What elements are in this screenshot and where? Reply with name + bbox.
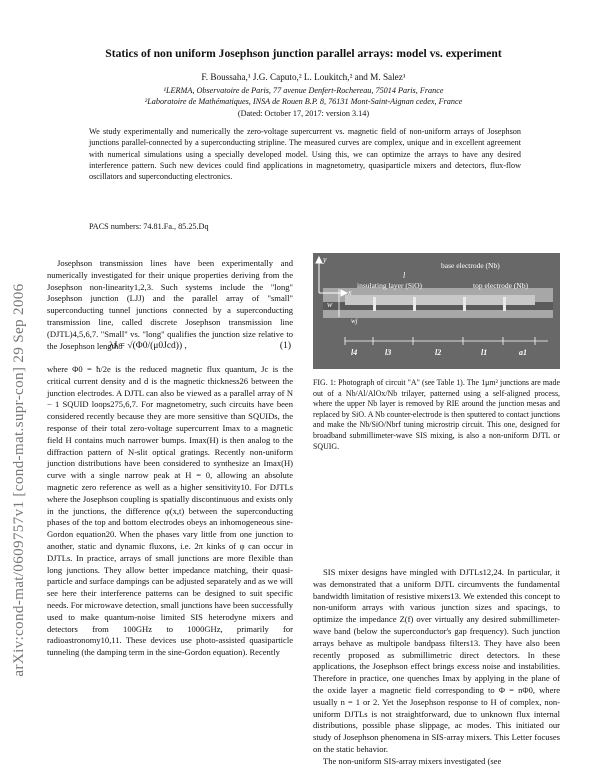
left-column-body [47, 364, 293, 659]
intro-paragraph: Josephson transmission lines have been experimentally and numerically investigated for their unique properties deriving from the Josephson non-linearity1,2,3. Such systems include the "long" Josephson junction (LJJ) and the parallel array of "small" superconducting tunnel junctions connected by a superconducting transmission line, called discrete Josephson transmission line (DJTL)4,5,6,7. "Small" vs. "long" qualifies the junction size relative to the Josephson length8 [47, 258, 293, 351]
label-top-electrode: top electrode (Nb) [473, 281, 528, 290]
paper-title: Statics of non uniform Josephson junction parallel arrays: model vs. experiment [105, 47, 502, 60]
label-l-top: l [403, 271, 406, 280]
equation-body: λJ = √(Φ0/(μ0Jcd)) , [109, 341, 187, 351]
label-l2: l2 [435, 348, 442, 357]
label-insulating-layer: insulating layer (SiO) [357, 281, 422, 290]
right-paragraph-2: The non-uniform SIS-array mixers investigated (see [323, 755, 502, 766]
affiliation-2: ²Laboratoire de Mathématiques, INSA de Rouen B.P. 8, 76131 Mont-Saint-Aignan cedex, France [144, 97, 463, 106]
equation-number: (1) [279, 341, 291, 351]
label-wj: wj [351, 317, 358, 325]
label-a1: a1 [519, 348, 527, 357]
date-line: (Dated: October 17, 2017: version 3.14) [237, 109, 370, 118]
figure-axis-y: y [323, 255, 327, 264]
arxiv-identifier [6, 283, 32, 677]
figure-1-photo [313, 253, 560, 369]
right-column-body [313, 567, 560, 768]
affiliation-1: ¹LERMA, Observatoire de Paris, 77 avenue Denfert-Rochereau, 75014 Paris, France [163, 86, 444, 95]
equation-1 [47, 339, 293, 357]
pacs-numbers: PACS numbers: 74.81.Fa., 85.25.Dq [89, 222, 209, 231]
paper-page [47, 0, 560, 776]
label-l4: l4 [351, 348, 358, 357]
author-list: F. Boussaha,¹ J.G. Caputo,² L. Loukitch,² and M. Salez¹ [201, 72, 406, 82]
right-paragraph-1: SIS mixer designs have mingled with DJTLs12,24. In particular, it was demonstrated that a uniform DJTL circumvents the fundamental bandwidth limitation of resistive mixers13. We extended this concept to non-uniform arrays with various junction sizes and spacings, to optimize the impedance Z(f) over virtually any desired submillimeter-wave band (below the superconductor's gap frequency). Such junction arrays behave as multipole bandpass filters13. They have also been recently proposed as submillimetric direct detectors. In these applications, the Josephson effect brings excess noise and instabilities. Therefore in practice, one quenches Imax by applying in the plane of the oxide layer a magnetic field corresponding to Φ = nΦ0, where usually n = 1 or 2. Yet the Josephson response to H of complex, non-uniform DJTLs is not straightforward, due to unknown flux internal distributions, possible phase slippage, ac modes. This initiated our study of Josephson phenomena in SIS-array mixers. This Letter focuses on the static behavior. [313, 567, 560, 754]
label-base-electrode: base electrode (Nb) [441, 261, 500, 270]
abstract: We study experimentally and numerically the zero-voltage supercurrent vs. magnetic field of non-uniform arrays of Josephson junctions parallel-connected by a superconducting stripline. The measured curves are complex, unique and in excellent agreement with numerical simulations using a specially developed model. Using this, we can optimize the arrays to have any desired interference pattern. Such new devices could find applications in magnetometry, quasiparticle mixers and detectors, flux-flow oscillators and superconducting electronics. [89, 127, 521, 182]
label-l3: l3 [385, 348, 392, 357]
arxiv-id-text: arXiv:cond-mat/0609757v1 [cond-mat.supr-con] 29 Sep 2006 [10, 283, 27, 677]
body-paragraph: where Φ0 = ħ/2e is the reduced magnetic flux quantum, Jc is the critical current density and d is the magnetic thickness26 between the junction electrodes. A DJTL can also be viewed as a parallel array of N − 1 SQUID loops275,6,7. For magnetometry, such circuits have been considered recently because they are more sensitive than SQUIDs, the response of their total zero-voltage supercurrent Imax to a magnetic field H contains much narrower bumps. Imax(H) is then analog to the diffraction pattern of N-slit optical gratings. Recently non-uniform junction distributions have been considered to synthesize an Imax(H) curve with a single narrow peak at H = 0, allowing an absolute magnetic zero reference as well as a higher sensitivity10. For DJTLs where the Josephson coupling is spatially discontinuous and exists only in the junctions, the difference φ(x,t) between the superconducting phases of the top and bottom electrodes obeys an inhomogeneous sine-Gordon equation20. When the phases vary little from one junction to another, static and dynamic fluxons, i.e. 2π kinks of φ can occur in DJTLs. In practice, arrays of small junctions are more flexible than long junctions. They allow better impedance matching, their quasi-particle and surface dampings can be adjusted separately and as we will see here their interference patterns can be designed to suit specific needs. For microwave detection, small junctions have been successfully used to make quantum-noise limited SIS heterodyne mixers and detectors from 100GHz to 1000GHz, primarily for radioastronomy10,11. These devices use photo-assisted quasiparticle tunneling (the damping term in the sine-Gordon equation). Recently [47, 364, 293, 658]
figure-1-caption: FIG. 1: Photograph of circuit "A" (see Table 1). The 1μm² junctions are made out of a Nb/Al/AlOx/Nb trilayer, patterned using a self-aligned process, where the upper Nb layer is removed by RIE around the junction mesas and replaced by SiO. A Nb counter-electrode is then sputtered to contact junctions and make the Nb/SiO/Nbrf tuning microstrip circuit. This one, designed for broadband submillimeter-wave SIS mixing, is also a non-uniform DJTL or SQUIG. [313, 378, 560, 451]
figure-axis-x: x [348, 288, 352, 297]
label-l1: l1 [481, 348, 488, 357]
label-w: w [327, 300, 333, 309]
